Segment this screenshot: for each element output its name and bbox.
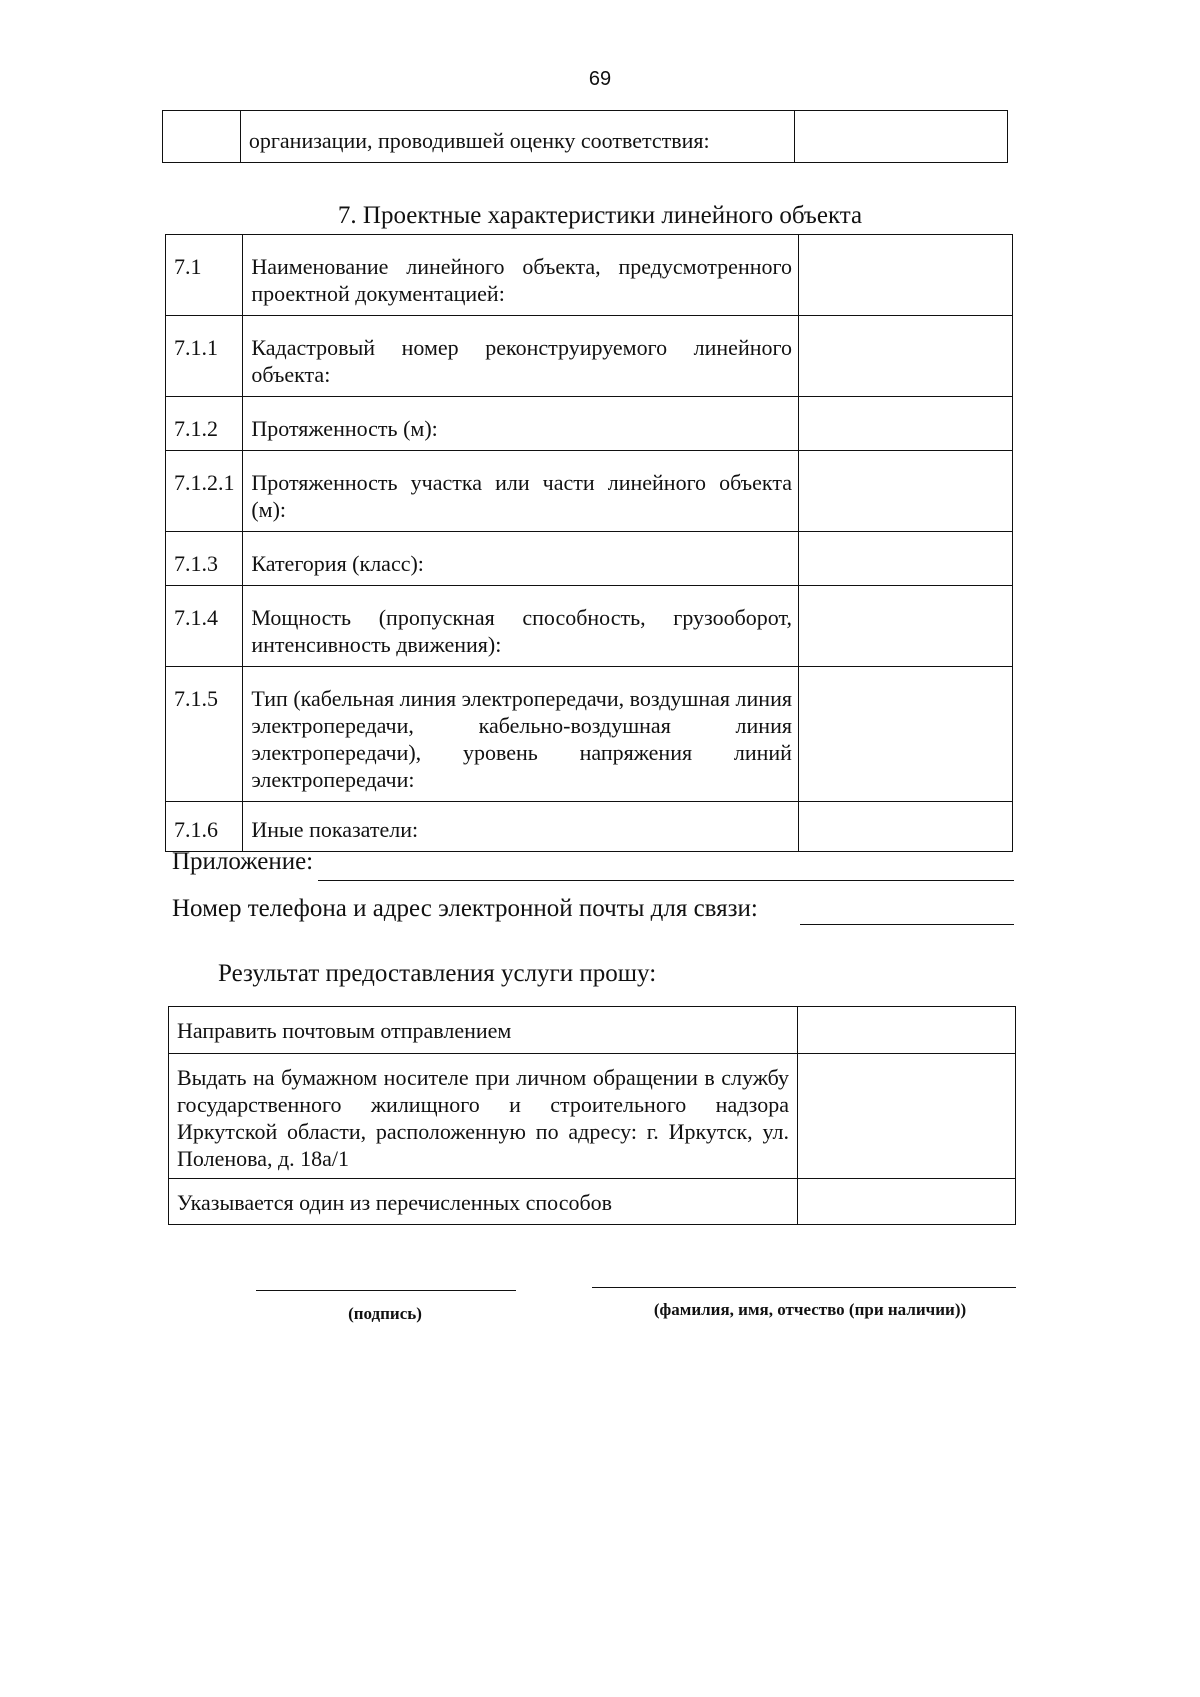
row-text: Наименование линейного объекта, предусмотренного проектной документацией:: [243, 235, 799, 316]
contact-label: Номер телефона и адрес электронной почты для связи:: [172, 895, 758, 922]
row-text: Тип (кабельная линия электропередачи, воздушная линия электропередачи, кабельно-воздушная линия электропередачи), уровень напряжения линий электропередачи:: [243, 667, 799, 802]
table-row: [169, 1007, 1016, 1054]
table-row: [166, 802, 1013, 852]
table-cell-value[interactable]: [795, 111, 1008, 163]
table-row: [169, 1054, 1016, 1179]
contact-input-line[interactable]: [800, 924, 1014, 925]
row-text: Протяженность участка или части линейного объекта (м):: [243, 451, 799, 532]
option-checkbox[interactable]: [798, 1007, 1016, 1054]
row-number: 7.1.2.1: [166, 451, 243, 532]
row-value[interactable]: [798, 532, 1012, 586]
option-checkbox[interactable]: [798, 1179, 1016, 1225]
result-heading: Результат предоставления услуги прошу:: [218, 960, 657, 987]
row-number: 7.1.3: [166, 532, 243, 586]
table-row: [166, 667, 1013, 802]
row-value[interactable]: [798, 397, 1012, 451]
table-row: [169, 1179, 1016, 1225]
full-name-caption: (фамилия, имя, отчество (при наличии)): [653, 1300, 967, 1319]
table-row: [166, 316, 1013, 397]
full-name-line[interactable]: [592, 1287, 1016, 1288]
table-cell-number: [163, 111, 241, 163]
option-text: Выдать на бумажном носителе при личном обращении в службу государственного жилищного и строительного надзора Иркутской области, расположенную по адресу: г. Иркутск, ул. Поленова, д. 18а/1: [169, 1054, 798, 1179]
page-number: 69: [588, 68, 612, 90]
row-value[interactable]: [798, 802, 1012, 852]
table-cell-text: организации, проводившей оценку соответствия:: [240, 111, 794, 163]
table-row: [163, 111, 1008, 163]
section7-table: [165, 234, 1013, 852]
appendix-label: Приложение:: [172, 848, 314, 875]
row-value[interactable]: [798, 316, 1012, 397]
table-row: [166, 532, 1013, 586]
row-value[interactable]: [798, 451, 1012, 532]
row-text: Иные показатели:: [243, 802, 799, 852]
table-row: [166, 451, 1013, 532]
signature-caption: (подпись): [348, 1304, 422, 1323]
section-title: 7. Проектные характеристики линейного объекта: [337, 202, 863, 229]
row-value[interactable]: [798, 586, 1012, 667]
row-text: Категория (класс):: [243, 532, 799, 586]
row-number: 7.1.1: [166, 316, 243, 397]
option-checkbox[interactable]: [798, 1054, 1016, 1179]
result-table: [168, 1006, 1016, 1225]
row-number: 7.1.2: [166, 397, 243, 451]
row-text: Кадастровый номер реконструируемого линейного объекта:: [243, 316, 799, 397]
top-table: [162, 110, 1008, 163]
table-row: [166, 235, 1013, 316]
row-number: 7.1.4: [166, 586, 243, 667]
appendix-input-line[interactable]: [318, 880, 1014, 881]
row-value[interactable]: [798, 235, 1012, 316]
table-row: [166, 586, 1013, 667]
signature-line[interactable]: [256, 1290, 516, 1291]
option-text: Указывается один из перечисленных способов: [169, 1179, 798, 1225]
option-text: Направить почтовым отправлением: [169, 1007, 798, 1054]
row-value[interactable]: [798, 667, 1012, 802]
table-row: [166, 397, 1013, 451]
row-text: Протяженность (м):: [243, 397, 799, 451]
row-text: Мощность (пропускная способность, грузооборот, интенсивность движения):: [243, 586, 799, 667]
row-number: 7.1.6: [166, 802, 243, 852]
row-number: 7.1: [166, 235, 243, 316]
row-number: 7.1.5: [166, 667, 243, 802]
